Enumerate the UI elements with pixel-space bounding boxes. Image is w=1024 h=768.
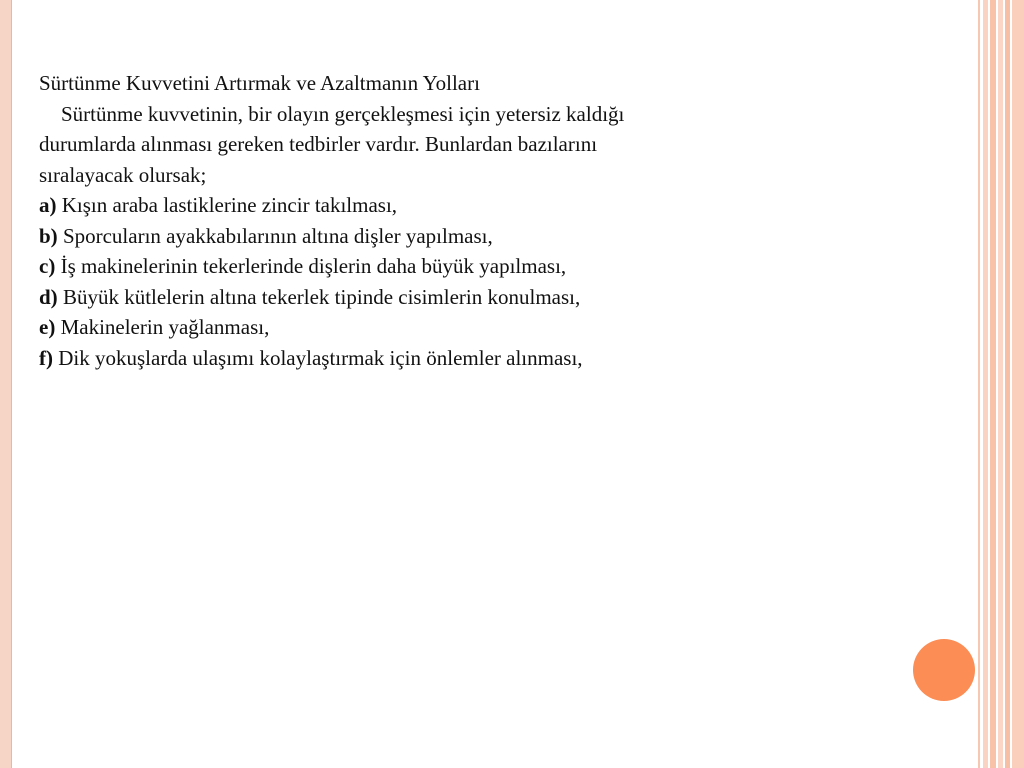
list-item-text: Kışın araba lastiklerine zincir takılması, — [61, 193, 398, 217]
list-item — [39, 343, 939, 374]
list-item-label: d) — [39, 284, 58, 309]
orange-circle-decoration — [913, 639, 975, 701]
list-item-label: b) — [39, 223, 58, 248]
list-item — [39, 221, 939, 252]
right-stripe-decoration — [1005, 0, 1010, 768]
left-border-line — [11, 0, 12, 768]
right-stripe-decoration — [990, 0, 996, 768]
list-item-label: f) — [39, 345, 53, 370]
list-item-text: Sporcuların ayakkabılarının altına dişler yapılması, — [62, 223, 493, 248]
list-item-label: e) — [39, 315, 56, 339]
list-item-label: a) — [39, 193, 57, 217]
right-stripe-decoration — [998, 0, 1003, 768]
list-item — [39, 282, 939, 313]
list-item-text: İş makinelerinin tekerlerinde dişlerin daha büyük yapılması, — [60, 254, 567, 278]
list-item — [39, 190, 939, 221]
right-stripe-decoration — [983, 0, 988, 768]
list-item-text: Makinelerin yağlanması, — [60, 315, 270, 339]
slide-title: Sürtünme Kuvvetini Artırmak ve Azaltmanın Yolları — [39, 71, 480, 95]
intro-line: sıralayacak olursak; — [39, 162, 207, 187]
right-stripe-decoration — [1012, 0, 1024, 768]
right-stripe-decoration — [978, 0, 980, 768]
list-item — [39, 251, 939, 282]
intro-line: Sürtünme kuvvetinin, bir olayın gerçekleşmesi için yetersiz kaldığı — [61, 101, 625, 126]
list-item-text: Büyük kütlelerin altına tekerlek tipinde cisimlerin konulması, — [62, 284, 581, 309]
slide-content — [39, 68, 939, 373]
list-item-label: c) — [39, 254, 56, 278]
intro-line: durumlarda alınması gereken tedbirler vardır. Bunlardan bazılarını — [39, 132, 598, 156]
list-item — [39, 312, 939, 343]
list-item-text: Dik yokuşlarda ulaşımı kolaylaştırmak için önlemler alınması, — [58, 345, 583, 370]
left-border-decoration — [0, 0, 11, 768]
